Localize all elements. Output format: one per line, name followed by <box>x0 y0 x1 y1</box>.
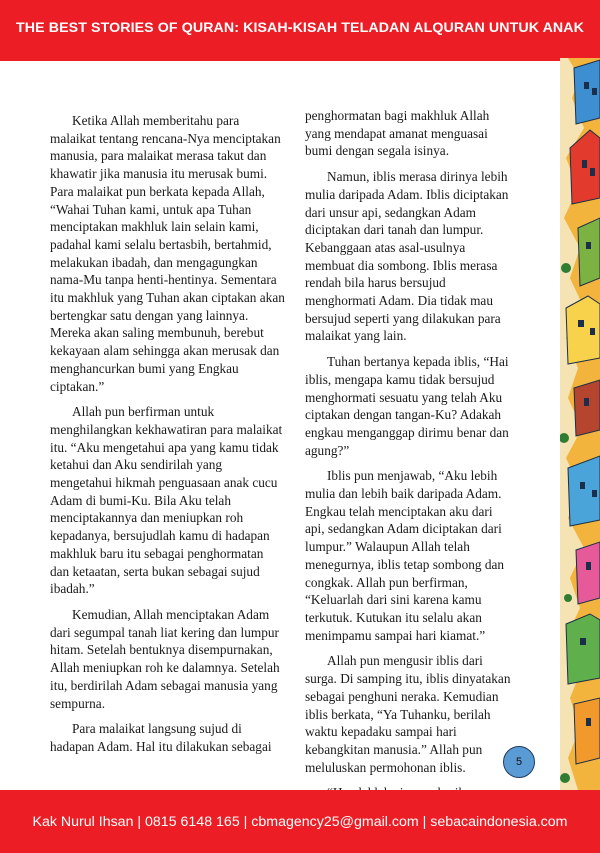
paragraph: Allah pun berfirman untuk menghilangkan kekhawatiran para malaikat itu. “Aku mengetahui apa yang kamu tidak ketahui dan Aku sendirilah yang mengetahui hikmah penguasaan anak cucu Adam di bumi-Ku. Bila Aku telah menciptakannya dan meniupkan roh kepadanya, bersujudlah kamu di hadapan makhluk baru itu sebagai penghormatan dan ketaatan, serta bukan sebagai sujud ibadah.” <box>50 404 283 597</box>
paragraph: Ketika Allah memberitahu para malaikat tentang rencana-Nya menciptakan manusia, para malaikat merasa takut dan khawatir jika manusia itu merusak bumi. Para malaikat pun berkata kepada Allah, “Wahai Tuhan kami, untuk apa Tuhan menciptakan makhluk lain selain kami, padahal kami selalu bertasbih, bertahmid, melakukan ibadah, dan mengagungkan nama-Mu tanpa henti-hentinya. Sementara itu makhluk yang Tuhan akan ciptakan akan bertengkar satu dengan yang lainnya. Mereka akan saling membunuh, berebut kekayaan alam sehingga akan merusak dan menghancurkan bumi yang Engkau ciptakan.” <box>50 113 285 394</box>
paragraph: Tuhan bertanya kepada iblis, “Hai iblis, mengapa kamu tidak bersujud menghormati sesuatu yang telah Aku ciptakan dengan tangan-Ku? Adakah engkau menganggap dirimu benar dan agung?” <box>305 354 509 458</box>
page-number-badge: 5 <box>503 746 535 778</box>
village-illustration <box>560 58 600 790</box>
contact-info: Kak Nurul Ihsan | 0815 6148 165 | cbmagency25@gmail.com | sebacaindonesia.com <box>32 814 568 830</box>
header-banner <box>0 0 600 61</box>
paragraph: Iblis pun menjawab, “Aku lebih mulia dan lebih baik daripada Adam. Engkau telah menciptakan aku dari api, sedangkan Adam diciptakan dari lumpur.” Walaupun Allah telah menegurnya, iblis tetap sombong dan congkak. Allah pun berfirman, “Keluarlah dari sini karena kamu terkutuk. Kutukan itu selalu akan menimpamu sampai hari kiamat.” <box>305 468 505 643</box>
text-column-left <box>50 112 285 764</box>
footer-banner <box>0 790 600 853</box>
paragraph: Para malaikat langsung sujud di hadapan Adam. Hal itu dilakukan sebagai <box>50 721 272 754</box>
paragraph: Namun, iblis merasa dirinya lebih mulia daripada Adam. Iblis diciptakan dari unsur api, sedangkan Adam diciptakan dari tanah dan lumpur. Kebanggaan atas asal-usulnya membuat dia sombong. Iblis merasa rendah bila harus bersujud menghormati Adam. Dia tidak mau bersujud seperti yang dilakukan para malaikat yang lain. <box>305 169 509 344</box>
paragraph: Kemudian, Allah menciptakan Adam dari segumpal tanah liat kering dan lumpur hitam. Setelah bentuknya disempurnakan, Allah meniupkan roh ke dalamnya. Setelah itu, berdirilah Adam sebagai manusia yang sempurna. <box>50 606 280 711</box>
book-title: THE BEST STORIES OF QURAN: KISAH-KISAH TELADAN ALQURAN UNTUK ANAK <box>16 20 584 36</box>
text-column-right <box>305 107 512 828</box>
paragraph: Allah pun mengusir iblis dari surga. Di samping itu, iblis dinyatakan sebagai penghuni neraka. Kemudian iblis berkata, “Ya Tuhanku, berilah waktu kepadaku sampai hari kebangkitan manusia.” Allah pun meluluskan permohonan iblis. <box>305 653 511 775</box>
paragraph-continuation: penghormatan bagi makhluk Allah yang mendapat amanat menguasai bumi dengan segala isinya. <box>305 108 490 159</box>
